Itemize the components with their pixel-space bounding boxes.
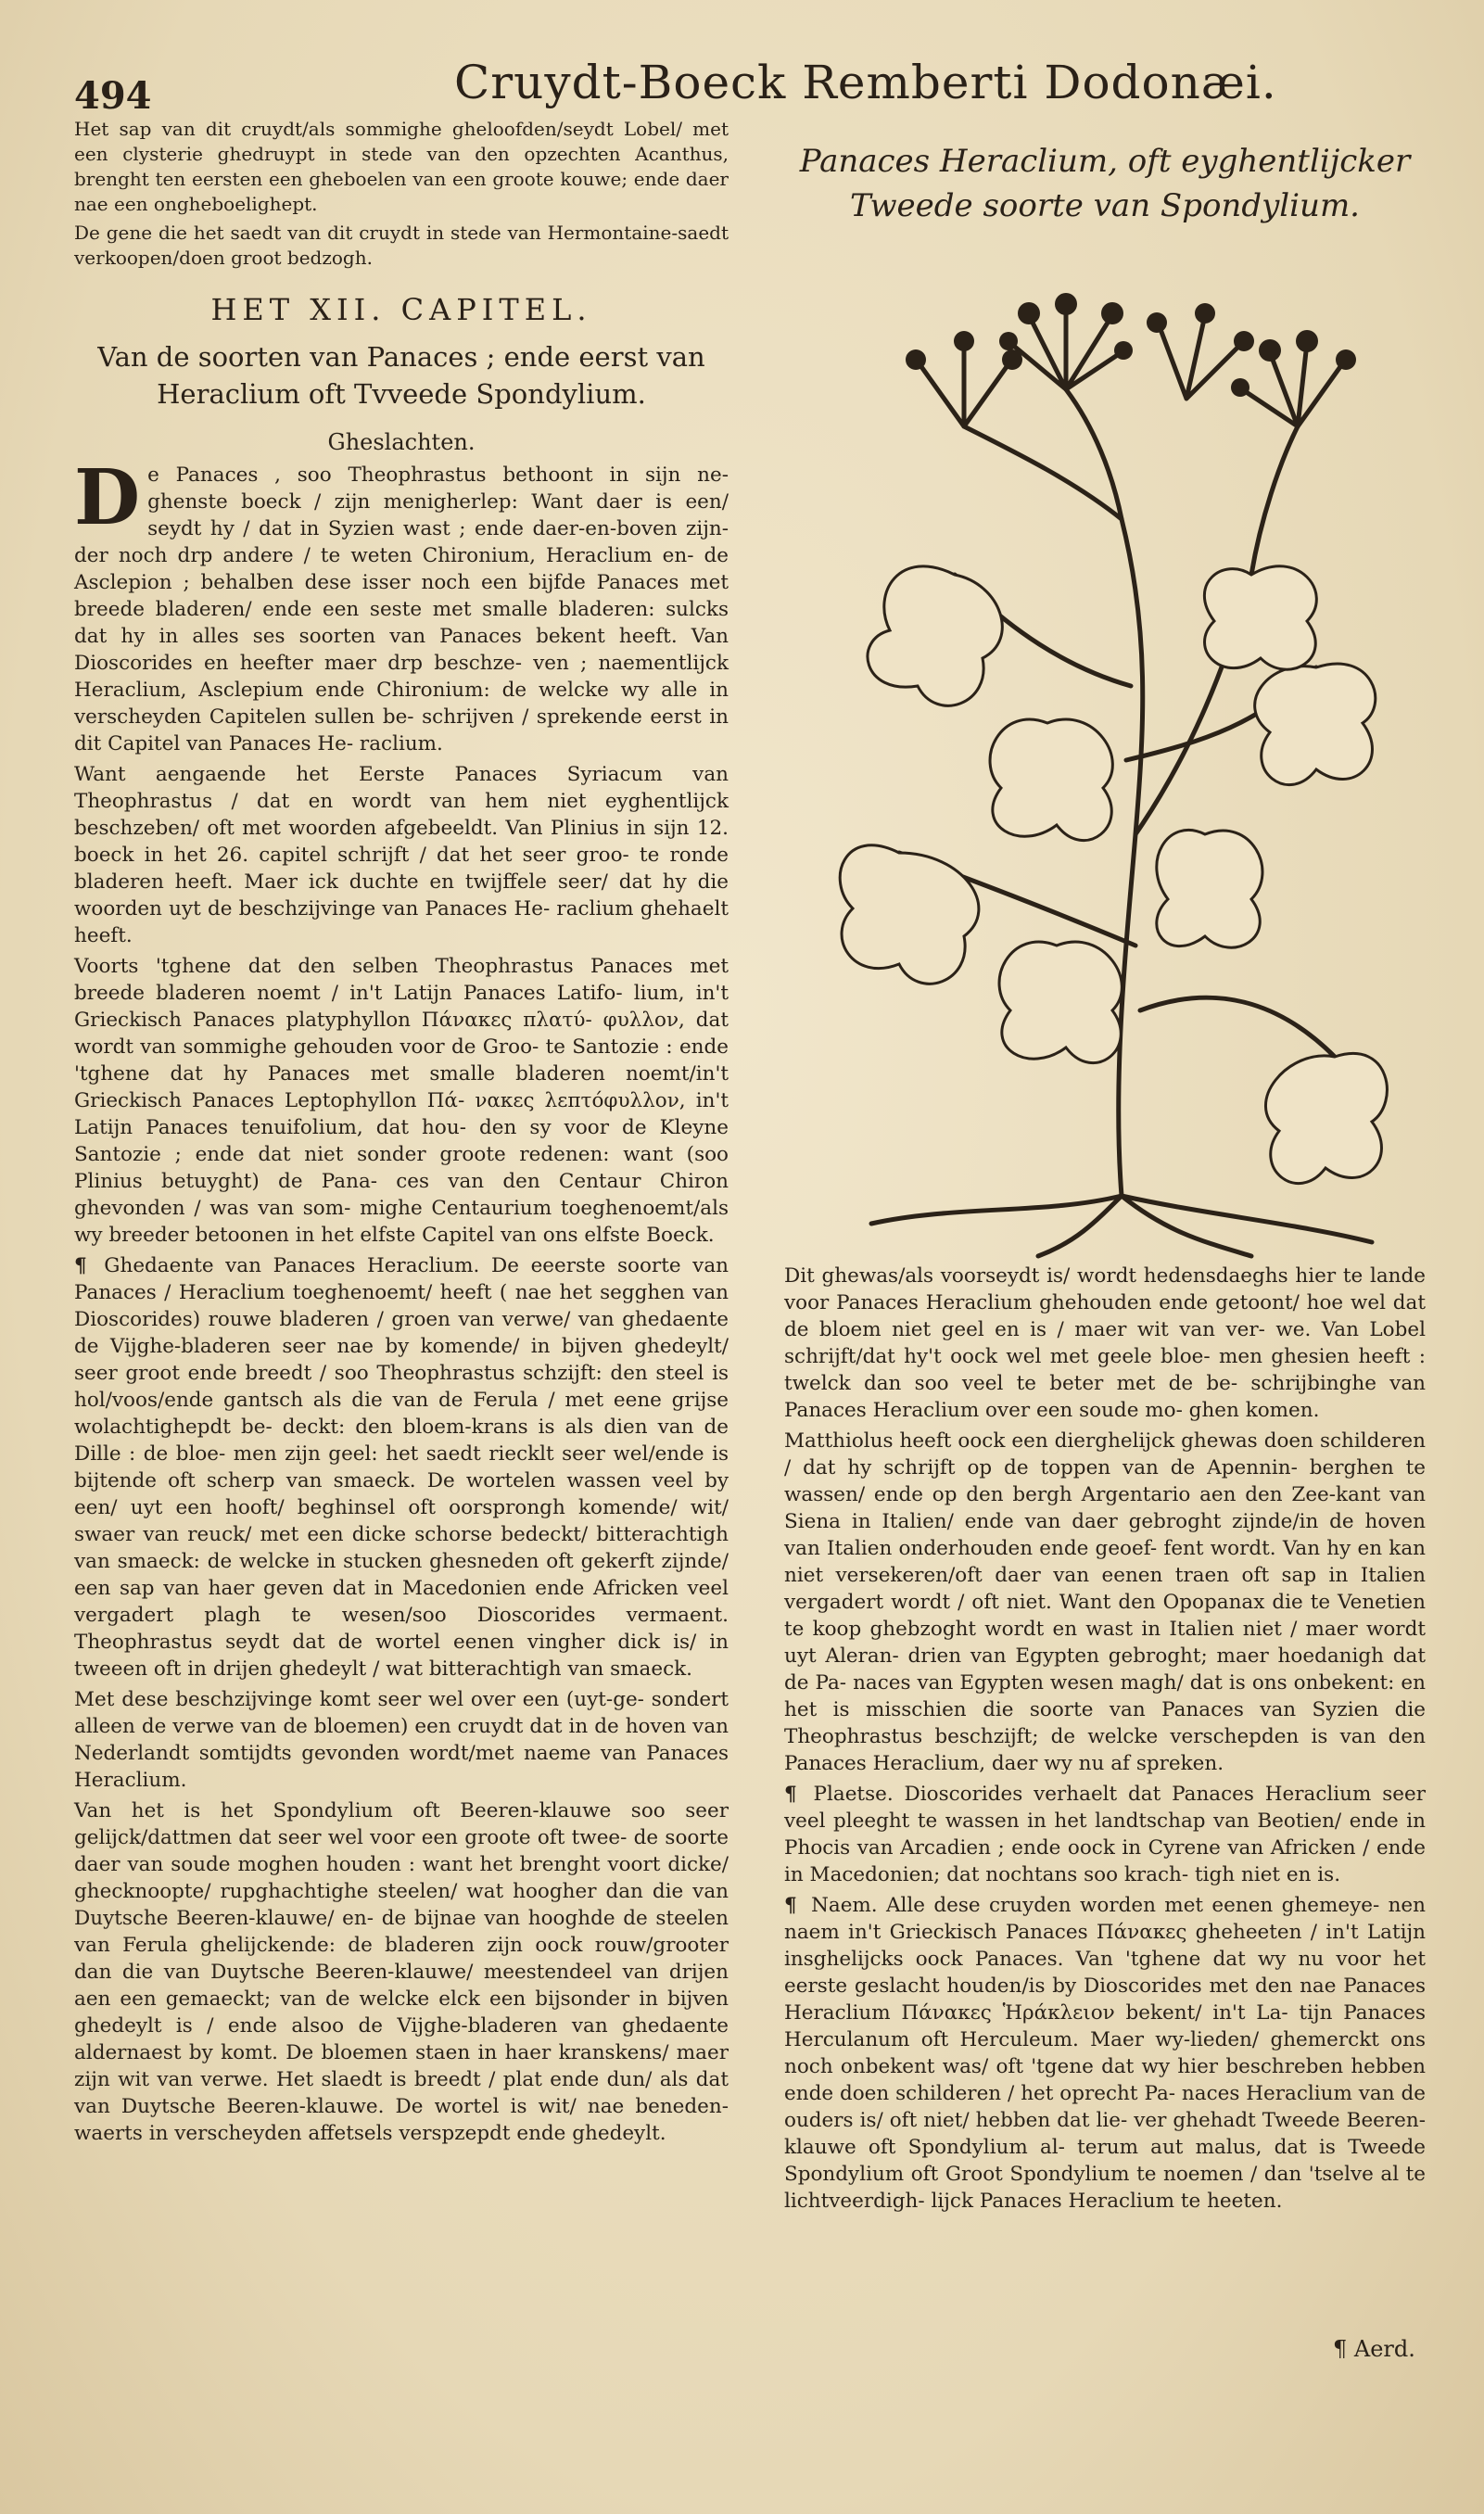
paragraph-naem <box>784 1892 1426 2215</box>
figure-caption-line-1: Panaces Heraclium, oft eyghentlijcker <box>799 143 1411 180</box>
paragraph-text: De eeerste soorte van Panaces / Heraclium toeghenoemt/ heeft ( nae het segghen van Dioscorides) rouwe bladeren / groen van verwe/ van ghedaente de Vijghe-bladeren seer nae by komende/ in bijven ghedeylt/ seer groot ende breedt / soo Theophrastus schzijft: den steel is hol/voos/ende gantsch als die van de Ferula / met eene grijse wolachtighepdt be- deckt: den bloem-krans is als dien van de Dille : de bloe- men zijn geel: het saedt riecklt seer wel/ende is bijtende oft scherp van smaeck. De wortelen wassen veel by een/ uyt een hooft/ beghinsel oft oorsprongh komende/ wit/ swaer van reuck/ met een dicke schorse bedeckt/ bitterachtigh van smaeck: de welcke in stucken ghesneden oft gekerft zijnde/ een sap van haer geven dat in Macedonien ende Africken veel vergadert plagh te wesen/soo Dioscorides vermaent. Theophrastus seydt dat de wortel eenen vingher dick is/ in tweeen oft in drijen ghedeylt / wat bitterachtigh van smaeck. <box>74 1254 729 1681</box>
chapter-subtitle <box>74 338 729 413</box>
plant-woodcut-illustration <box>816 241 1400 1261</box>
paragraph-text: Dioscorides verhaelt dat Panaces Heraclium seer veel pleeght te wassen in het landtschap van Beotien/ ende in Phocis van Arcadien ; ende oock in Cyrene van Africken / ende in Macedonien; dat nochtans soo krach- tigh niet en is. <box>784 1783 1426 1886</box>
page-number: 494 <box>74 74 152 118</box>
paragraph-text: e Panaces , soo Theophrastus bethoont in sijn ne- ghenste boeck / zijn menigherlep: Want daer is een/ seydt hy / dat in Syzien wast ; ende daer-en-boven zijn- der noch drp andere / te weten Chironium, Heraclium en- de Asclepion ; behalben dese isser noch een bijfde Panaces met breede bladeren/ ende een seste met smalle bladeren: sulcks dat hy in alles ses soorten van Panaces bekent heeft. Van Dioscorides en heefter maer drp beschze- ven ; naementlijck Heraclium, Asclepium ende Chironium: de welcke wy alle in verscheyden Capitelen sullen be- schrijven / sprekende eerst in dit Capitel van Panaces He- raclium. <box>74 463 729 755</box>
paragraph-syriacum: Want aengaende het Eerste Panaces Syriacum van Theophrastus / dat en wordt van hem niet eyghentlijck beschzeben/ oft met woorden afgebeeldt. Van Plinius in sijn 12. boeck in het 26. capitel schrijft / dat het seer groo- te ronde bladeren heeft. Maer ick duchte en twijffele seer/ dat hy die woorden uyt de beschzijvinge van Panaces He- raclium ghehaelt heeft. <box>74 763 729 947</box>
figure-caption-line-2: Tweede soorte van Spondylium. <box>849 187 1360 224</box>
paragraph-nederlandt: Met dese beschzijvinge komt seer wel over een (uyt-ge- sondert alleen de verwe van de bloemen) een cruydt dat in de hoven van Nederlandt somtijdts gevonden wordt/met naeme van Panaces Heraclium. <box>74 1688 729 1792</box>
paragraph-text: Alle dese cruyden worden met eenen ghemeye- nen naem in't Grieckisch Panaces Πάνακες gheheeten / in't Latijn insghelijcks oock Panaces. Van 'tghene dat wy nu voor het eerste geslacht houden/is by Dioscorides met den nae Panaces Heraclium Πάνακες Ἡράκλειον bekent/ in't La- tijn Panaces Herculanum oft Herculeum. Maer wy-lieden/ ghemerckt ons noch onbekent was/ oft 'tgene dat wy hier beschreben hebben ende doen schilderen / het oprecht Pa- naces Heraclium van de ouders is/ oft niet/ hebben dat lie- ver ghehadt Tweede Beeren-klauwe oft Spondylium al- terum aut malus, dat is Tweede Spondylium oft Groot Spondylium te noemen / dan 'tselve al te lichtveerdigh- lijck Panaces Heraclium te heeten. <box>784 1894 1426 2213</box>
intro-paragraph-2: De gene die het saedt van dit cruydt in stede van Hermontaine-saedt verkoopen/doen groot bedzogh. <box>74 222 729 269</box>
paragraph-description <box>74 1252 729 1682</box>
paragraph-hedensdaeghs: Dit ghewas/als voorseydt is/ wordt hedensdaeghs hier te lande voor Panaces Heraclium ghehouden ende getoont/ hoe wel dat de bloem niet geel en is / maer wit van ver- we. Van Lobel schrijft/dat hy't oock wel met geele bloe- men ghesien heeft : twelck dan soo veel te beter met de be- schrijbinghe van Panaces Heraclium over een soude mo- ghen komen. <box>784 1264 1426 1422</box>
chapter-heading: HET XII. CAPITEL. <box>210 292 592 327</box>
paragraph-label: Naem. <box>811 1894 878 1917</box>
paragraph-label: Plaetse. <box>813 1783 894 1806</box>
chapter-subtitle-line-2: Heraclium oft Tvveede Spondylium. <box>157 378 646 410</box>
paragraph-latifolium: Voorts 'tghene dat den selben Theophrastus Panaces met breede bladeren noemt / in't Latijn Panaces Latifo- lium, in't Grieckisch Panaces platyphyllon Πάνακες πλατύ- φυλλον, dat wordt van sommighe gehouden voor de Groo- te Santozie : ende 'tghene dat hy Panaces met smalle bladeren noemt/in't Grieckisch Panaces Leptophyllon Πά- νακες λεπτόφυλλον, in't Latijn Panaces tenuifolium, dat hou- den sy voor de Kleyne Santozie ; ende dat niet sonder groote redenen: want (soo Plinius betuyght) de Pana- ces van den Centaur Chiron ghevonden / was van som- mighe Centaurium toeghenoemt/als wy breeder betoonen in het elfste Capitel van ons elfste Boeck. <box>74 955 729 1247</box>
paragraph-matthiolus: Matthiolus heeft oock een dierghelijck ghewas doen schilderen / dat hy schrijft op de toppen van de Apennin- berghen te wassen/ ende op den bergh Argentario aen den Zee-kant van Siena in Italien/ ende van daer gebroght zijnde/in de hoven van Italien onderhouden ende geoef- fent wordt. Van hy en kan niet versekeren/oft daer van eenen traen oft sap in Italien vergadert wordt / oft niet. Want den Opopanax die te Venetien te koop ghebzoght wordt en wast in Italien niet / maer wordt uyt Aleran- drien van Egypten gebroght; maer hoedanigh dat de Pa- naces van Egypten wesen magh/ dat is ons onbekent: en het is misschien die soorte van Panaces van Syzien die Theophrastus beschzijft; de welcke verschepden is van den Panaces Heraclium, daer wy nu af spreken. <box>784 1429 1426 1775</box>
page-header <box>74 37 1428 118</box>
right-column <box>784 1263 1426 2218</box>
paragraph-label: Ghedaente van Panaces Heraclium. <box>104 1254 480 1277</box>
figure-caption <box>784 139 1426 228</box>
pilcrow-icon: ¶ <box>74 1254 87 1277</box>
intro-paragraph-1: Het sap van dit cruydt/als sommighe gheloofden/seydt Lobel/ met een clysterie ghedruypt in stede van den opzechten Acanthus, brenght ten eersten een gheboelen van een groote kouwe; ende daer nae een ongheboelighept. <box>74 118 729 215</box>
left-column <box>74 117 729 2151</box>
drop-cap: D <box>74 453 141 542</box>
chapter-subtitle-line-1: Van de soorten van Panaces ; ende eerst van <box>97 341 705 373</box>
paragraph-intro-species <box>74 453 729 757</box>
catchword: ¶ Aerd. <box>1333 2336 1415 2362</box>
pilcrow-icon: ¶ <box>784 1783 797 1806</box>
paragraph-plaetse <box>784 1781 1426 1888</box>
section-heading: Gheslachten. <box>327 429 476 455</box>
pilcrow-icon: ¶ <box>784 1894 797 1917</box>
running-title: Cruydt-Boeck Remberti Dodonæi. <box>454 56 1277 109</box>
paragraph-spondylium: Van het is het Spondylium oft Beeren-klauwe soo seer gelijck/dattmen dat seer wel voor een groote oft twee- de soorte daer van soude moghen houden : want het brenght voort dicke/ ghecknoopte/ rupghachtighe steelen/ wat hoogher dan die van Duytsche Beeren-klauwe/ en- de bijnae van hooghde de steelen van Ferula ghelijckende: de bladeren zijn oock rouw/grooter dan die van Duytsche Beeren-klauwe/ meestendeel van drijen aen een gemaeckt; van de welcke elck een bijsonder in bijven ghedeylt is / ende alsoo de Vijghe-bladeren van ghedaente aldernaest by komt. De bloemen staen in haer kranskens/ maer zijn wit van verwe. Het slaedt is breedt / plat ende dun/ als dat van Duytsche Beeren-klauwe. De wortel is wit/ nae beneden-waerts in verscheyden affetsels verspzepdt ende ghedeylt. <box>74 1799 729 2145</box>
